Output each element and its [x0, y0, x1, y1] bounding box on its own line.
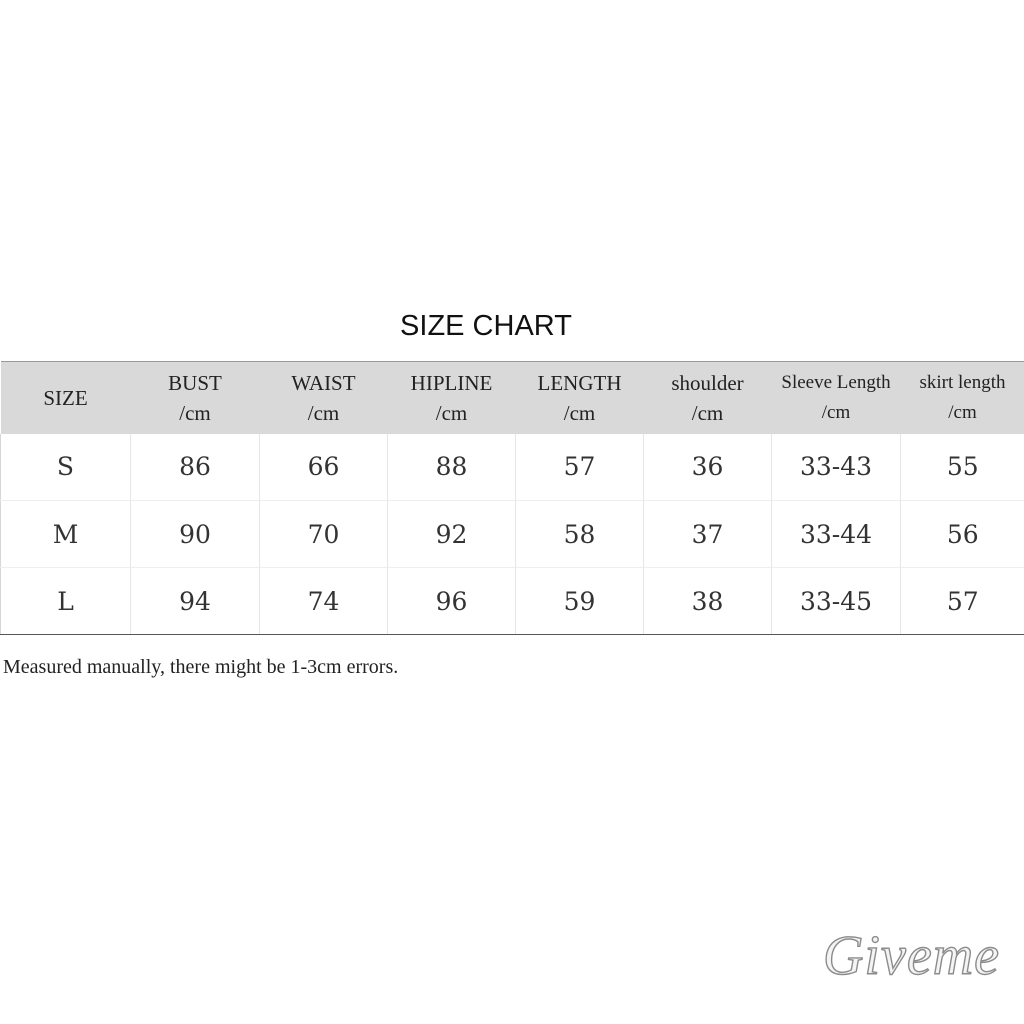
brand-watermark: Giveme [822, 925, 1000, 987]
header-unit: /cm [563, 400, 596, 425]
table-row [1, 568, 1024, 635]
cell-skirt-length: 57 [901, 568, 1024, 635]
header-size [1, 362, 131, 434]
header-unit: /cm [307, 400, 340, 425]
page-title: SIZE CHART [400, 310, 572, 342]
header-label: WAIST [291, 370, 356, 395]
cell-waist: 74 [260, 568, 388, 635]
header-label: Sleeve Length [781, 371, 891, 393]
measurement-note: Measured manually, there might be 1-3cm errors. [3, 656, 399, 678]
cell-shoulder: 36 [644, 434, 772, 501]
header-label: LENGTH [537, 370, 622, 395]
cell-waist: 70 [260, 501, 388, 568]
cell-length: 57 [516, 434, 644, 501]
cell-hipline: 96 [388, 568, 516, 635]
cell-bust: 90 [131, 501, 260, 568]
cell-sleeve-length: 33-45 [772, 568, 901, 635]
header-shoulder [644, 362, 772, 434]
cell-waist: 66 [260, 434, 388, 501]
header-unit: /cm [821, 401, 851, 423]
cell-length: 58 [516, 501, 644, 568]
header-label: skirt length [919, 371, 1006, 393]
cell-skirt-length: 56 [901, 501, 1024, 568]
table-header-row [1, 362, 1024, 434]
cell-sleeve-length: 33-44 [772, 501, 901, 568]
header-waist [260, 362, 388, 434]
cell-bust: 94 [131, 568, 260, 635]
cell-hipline: 92 [388, 501, 516, 568]
size-chart-table [0, 361, 1024, 635]
header-label: HIPLINE [410, 370, 493, 395]
cell-length: 59 [516, 568, 644, 635]
table-row [1, 501, 1024, 568]
cell-shoulder: 37 [644, 501, 772, 568]
cell-bust: 86 [131, 434, 260, 501]
cell-size: L [1, 568, 131, 635]
cell-hipline: 88 [388, 434, 516, 501]
header-unit: /cm [948, 401, 977, 423]
header-label: BUST [168, 370, 222, 395]
header-sleeve-length [772, 362, 901, 434]
header-skirt-length [901, 362, 1024, 434]
header-unit: /cm [435, 400, 468, 425]
header-label: shoulder [671, 370, 744, 395]
cell-sleeve-length: 33-43 [772, 434, 901, 501]
header-unit: /cm [691, 400, 724, 425]
cell-size: M [1, 501, 131, 568]
header-length [516, 362, 644, 434]
header-hipline [388, 362, 516, 434]
header-bust [131, 362, 260, 434]
cell-size: S [1, 434, 131, 501]
header-unit: /cm [179, 400, 211, 425]
header-label: SIZE [43, 385, 88, 410]
table-row [1, 434, 1024, 501]
cell-skirt-length: 55 [901, 434, 1024, 501]
cell-shoulder: 38 [644, 568, 772, 635]
